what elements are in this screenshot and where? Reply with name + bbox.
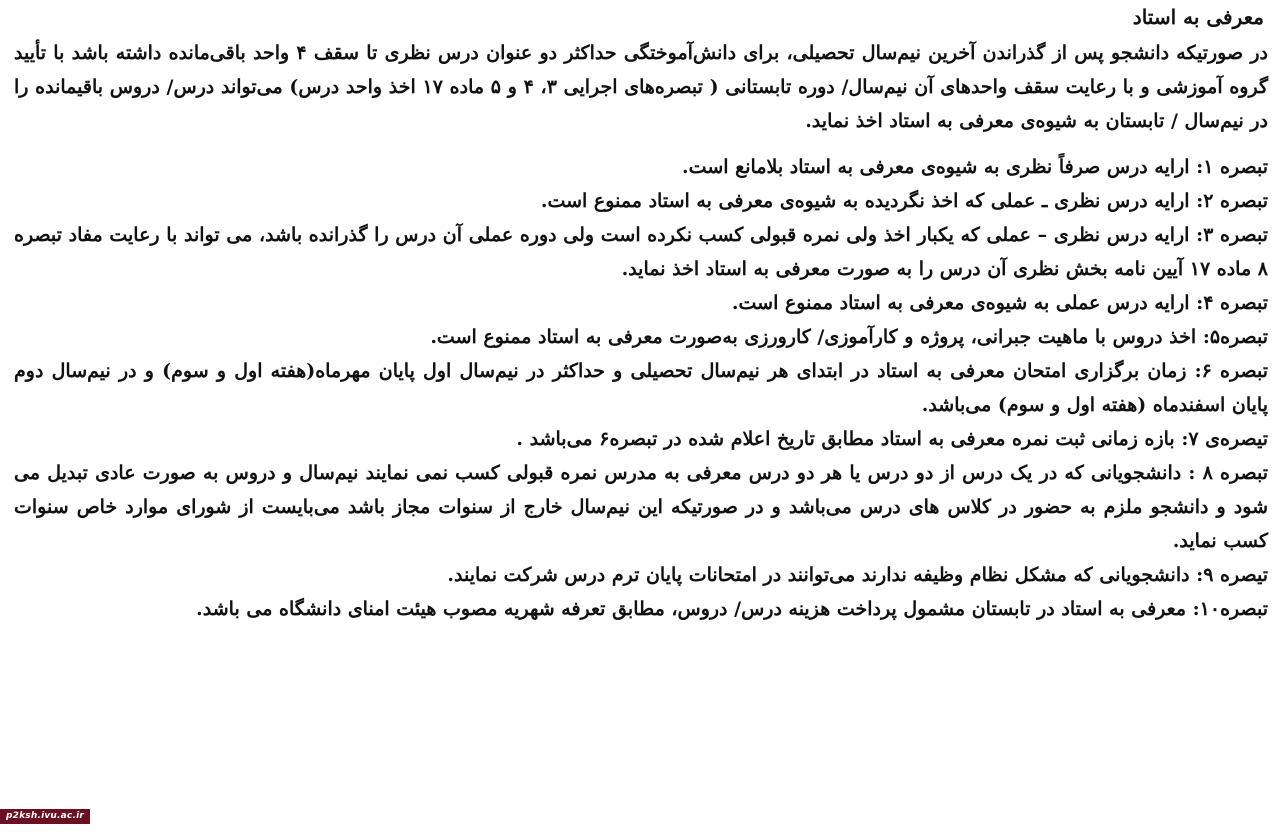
note-10: تبصره۱۰: معرفی به استاد در تابستان مشمول پرداخت هزینه درس/ دروس، مطابق تعرفه شهریه مصوب هیئت امنای دانشگاه می باشد. bbox=[196, 598, 1268, 620]
note-9: تیصره ۹: دانشجویانی که مشکل نظام وظیفه ندارند می‌توانند در امتحانات پایان ترم درس شرکت نمایند. bbox=[447, 564, 1268, 586]
site-watermark: p2ksh.ivu.ac.ir bbox=[0, 809, 90, 824]
intro-paragraph: در صورتیکه دانشجو پس از گذراندن آخرین نیم‌سال تحصیلی، برای دانش‌آموختگی حداکثر دو عنوان درس نظری تا سقف ۴ واحد باقی‌مانده داشته باشد با تأیید گروه آموزشی و با رعایت سقف واحدهای آن نیم‌سال/ دوره تابستانی ( تبصره‌های اجرایی ۳، ۴ و ۵ ماده ۱۷ اخذ واحد درس) می‌تواند درس/ دروس باقیمانده را در نیم‌سال / تابستان به شیوه‌ی معرفی به استاد اخذ نماید. bbox=[14, 42, 1268, 132]
note-1: تبصره ۱: ارایه درس صرفاً نظری به شیوه‌ی معرفی به استاد بلامانع است. bbox=[682, 156, 1268, 178]
note-3: تبصره ۳: ارایه درس نظری – عملی که یکبار اخذ ولی نمره قبولی کسب نکرده است ولی دوره عملی آن درس را گذرانده باشد، می تواند با رعایت مفاد تبصره ۸ ماده ۱۷ آیین نامه بخش نظری آن درس را به صورت معرفی به استاد اخذ نماید. bbox=[14, 224, 1268, 280]
note-2: تبصره ۲: ارایه درس نظری ـ عملی که اخذ نگردیده به شیوه‌ی معرفی به استاد ممنوع است. bbox=[540, 190, 1268, 212]
note-8: تبصره ۸ : دانشجویانی که در یک درس از دو درس یا هر دو درس معرفی به مدرس نمره قبولی کسب نمی نمایند نیم‌سال و دروس به صورت عادی تبدیل می شود و دانشجو ملزم به حضور در کلاس های درس می‌باشد و در صورتیکه این نیم‌سال خارج از سنوات مجاز باشد می‌بایست از شورای موارد خاص سنوات کسب نماید. bbox=[14, 462, 1268, 552]
note-6: تبصره ۶: زمان برگزاری امتحان معرفی به استاد در ابتدای هر نیم‌سال تحصیلی و حداکثر در نیم‌سال اول پایان مهرماه(هفته اول و سوم) و در نیم‌سال دوم پایان اسفندماه (هفته اول و سوم) می‌باشد. bbox=[14, 360, 1268, 416]
note-4: تبصره ۴: ارایه درس عملی به شیوه‌ی معرفی به استاد ممنوع است. bbox=[731, 292, 1268, 314]
note-7: تیصره‌ی ۷: بازه زمانی ثبت نمره معرفی به استاد مطابق تاریخ اعلام شده در تبصره۶ می‌باشد . bbox=[516, 428, 1268, 450]
document-title: معرفی به استاد bbox=[1132, 5, 1264, 29]
note-5: تبصره۵: اخذ دروس با ماهیت جبرانی، پروژه و کارآموزی/ کارورزی به‌صورت معرفی به استاد ممنوع است. bbox=[430, 326, 1268, 348]
